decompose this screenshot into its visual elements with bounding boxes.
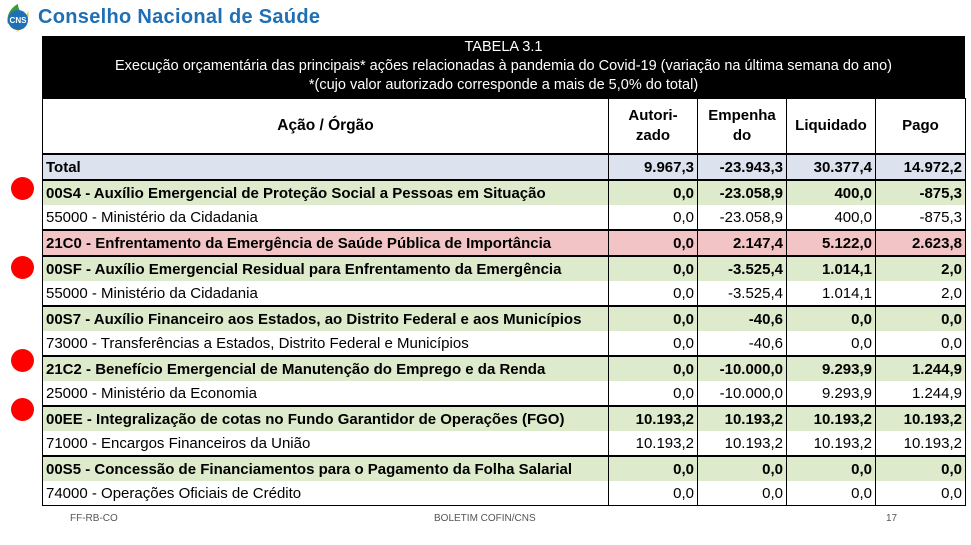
cell-pago: -875,3 (876, 205, 966, 230)
cell-label: 55000 - Ministério da Cidadania (43, 281, 609, 306)
table-title-line3: *(cujo valor autorizado corresponde a mais de 5,0% do total) (308, 77, 699, 93)
cell-liquidado: 10.193,2 (787, 431, 876, 456)
cell-empenhado: -23.058,9 (698, 205, 787, 230)
cell-autorizado: 0,0 (609, 180, 698, 205)
cell-empenhado: 2.147,4 (698, 230, 787, 256)
budget-table (42, 98, 966, 506)
cell-liquidado: 30.377,4 (787, 154, 876, 180)
cell-autorizado: 10.193,2 (609, 406, 698, 431)
cell-autorizado: 0,0 (609, 230, 698, 256)
organ-row (43, 381, 966, 406)
organ-row (43, 431, 966, 456)
cell-pago: 0,0 (876, 306, 966, 331)
cell-empenhado: 0,0 (698, 481, 787, 506)
organ-row (43, 205, 966, 230)
col-autorizado-line2: zado (635, 127, 671, 144)
cell-empenhado: -23.058,9 (698, 180, 787, 205)
cell-label: 74000 - Operações Oficiais de Crédito (43, 481, 609, 506)
action-row (43, 456, 966, 481)
action-row (43, 180, 966, 205)
cell-pago: 1.244,9 (876, 356, 966, 381)
cell-empenhado: -10.000,0 (698, 356, 787, 381)
table-title (42, 36, 965, 98)
table-title-line1: TABELA 3.1 (464, 39, 543, 55)
cell-autorizado: 0,0 (609, 281, 698, 306)
cell-pago: 1.244,9 (876, 381, 966, 406)
col-autorizado (609, 99, 698, 155)
cell-label: 21C0 - Enfrentamento da Emergência de Saúde Pública de Importância (43, 230, 609, 256)
col-pago: Pago (876, 99, 966, 155)
cell-pago: 0,0 (876, 331, 966, 356)
cell-label: 55000 - Ministério da Cidadania (43, 205, 609, 230)
cell-liquidado: 10.193,2 (787, 406, 876, 431)
cell-label: Total (43, 154, 609, 180)
cell-liquidado: 0,0 (787, 306, 876, 331)
cell-empenhado: 10.193,2 (698, 431, 787, 456)
organ-row (43, 481, 966, 506)
cell-empenhado: 10.193,2 (698, 406, 787, 431)
action-row (43, 230, 966, 256)
cell-pago: 0,0 (876, 481, 966, 506)
cell-label: 73000 - Transferências a Estados, Distrito Federal e Municípios (43, 331, 609, 356)
organ-row (43, 281, 966, 306)
cell-autorizado: 0,0 (609, 481, 698, 506)
cell-autorizado: 0,0 (609, 331, 698, 356)
cell-empenhado: 0,0 (698, 456, 787, 481)
table-header-row (43, 99, 966, 155)
action-row (43, 256, 966, 281)
action-row (43, 356, 966, 381)
cell-empenhado: -3.525,4 (698, 281, 787, 306)
col-empenhado-line1: Empenha (708, 107, 776, 124)
col-liquidado: Liquidado (787, 99, 876, 155)
cell-liquidado: 5.122,0 (787, 230, 876, 256)
red-marker-icon (11, 398, 34, 421)
cell-autorizado: 0,0 (609, 456, 698, 481)
brand-title: Conselho Nacional de Saúde (38, 6, 321, 28)
red-marker-icon (11, 177, 34, 200)
cell-liquidado: 0,0 (787, 456, 876, 481)
cell-empenhado: -40,6 (698, 306, 787, 331)
table-title-line2: Execução orçamentária das principais* ações relacionadas à pandemia do Covid-19 (variação na última semana do ano) (115, 58, 892, 74)
cell-empenhado: -23.943,3 (698, 154, 787, 180)
cns-logo-icon (2, 2, 34, 34)
cell-pago: -875,3 (876, 180, 966, 205)
cell-pago: 2,0 (876, 256, 966, 281)
cell-label: 00EE - Integralização de cotas no Fundo Garantidor de Operações (FGO) (43, 406, 609, 431)
cell-label: 00SF - Auxílio Emergencial Residual para Enfrentamento da Emergência (43, 256, 609, 281)
total-row (43, 154, 966, 180)
cell-liquidado: 1.014,1 (787, 281, 876, 306)
cell-empenhado: -40,6 (698, 331, 787, 356)
red-marker-icon (11, 349, 34, 372)
cell-label: 71000 - Encargos Financeiros da União (43, 431, 609, 456)
cell-pago: 14.972,2 (876, 154, 966, 180)
organ-row (43, 331, 966, 356)
cell-autorizado: 0,0 (609, 356, 698, 381)
logo-text: CNS (9, 16, 27, 25)
cell-liquidado: 400,0 (787, 180, 876, 205)
cell-liquidado: 1.014,1 (787, 256, 876, 281)
col-empenhado-line2: do (732, 127, 752, 144)
cell-label: 25000 - Ministério da Economia (43, 381, 609, 406)
cell-label: 21C2 - Benefício Emergencial de Manutenção do Emprego e da Renda (43, 356, 609, 381)
action-row (43, 306, 966, 331)
cell-autorizado: 0,0 (609, 381, 698, 406)
red-marker-icon (11, 256, 34, 279)
cell-liquidado: 0,0 (787, 481, 876, 506)
cell-pago: 2.623,8 (876, 230, 966, 256)
cell-autorizado: 10.193,2 (609, 431, 698, 456)
cell-label: 00S7 - Auxílio Financeiro aos Estados, ao Distrito Federal e aos Municípios (43, 306, 609, 331)
cell-label: 00S4 - Auxílio Emergencial de Proteção Social a Pessoas em Situação (43, 180, 609, 205)
cell-liquidado: 0,0 (787, 331, 876, 356)
cell-label: 00S5 - Concessão de Financiamentos para o Pagamento da Folha Salarial (43, 456, 609, 481)
col-autorizado-line1: Autori- (628, 107, 678, 124)
cell-autorizado: 0,0 (609, 256, 698, 281)
cell-pago: 10.193,2 (876, 431, 966, 456)
cell-pago: 2,0 (876, 281, 966, 306)
cell-autorizado: 0,0 (609, 205, 698, 230)
col-empenhado (698, 99, 787, 155)
action-row (43, 406, 966, 431)
cell-autorizado: 9.967,3 (609, 154, 698, 180)
cell-empenhado: -10.000,0 (698, 381, 787, 406)
cell-liquidado: 400,0 (787, 205, 876, 230)
page-header (0, 0, 971, 36)
cell-autorizado: 0,0 (609, 306, 698, 331)
cell-empenhado: -3.525,4 (698, 256, 787, 281)
footer-center: BOLETIM COFIN/CNS (434, 513, 536, 524)
cell-liquidado: 9.293,9 (787, 356, 876, 381)
cell-pago: 0,0 (876, 456, 966, 481)
cell-pago: 10.193,2 (876, 406, 966, 431)
cell-liquidado: 9.293,9 (787, 381, 876, 406)
footer-page-number: 17 (886, 513, 898, 524)
footer-left: FF-RB-CO (70, 513, 118, 524)
col-acao: Ação / Órgão (43, 99, 609, 155)
